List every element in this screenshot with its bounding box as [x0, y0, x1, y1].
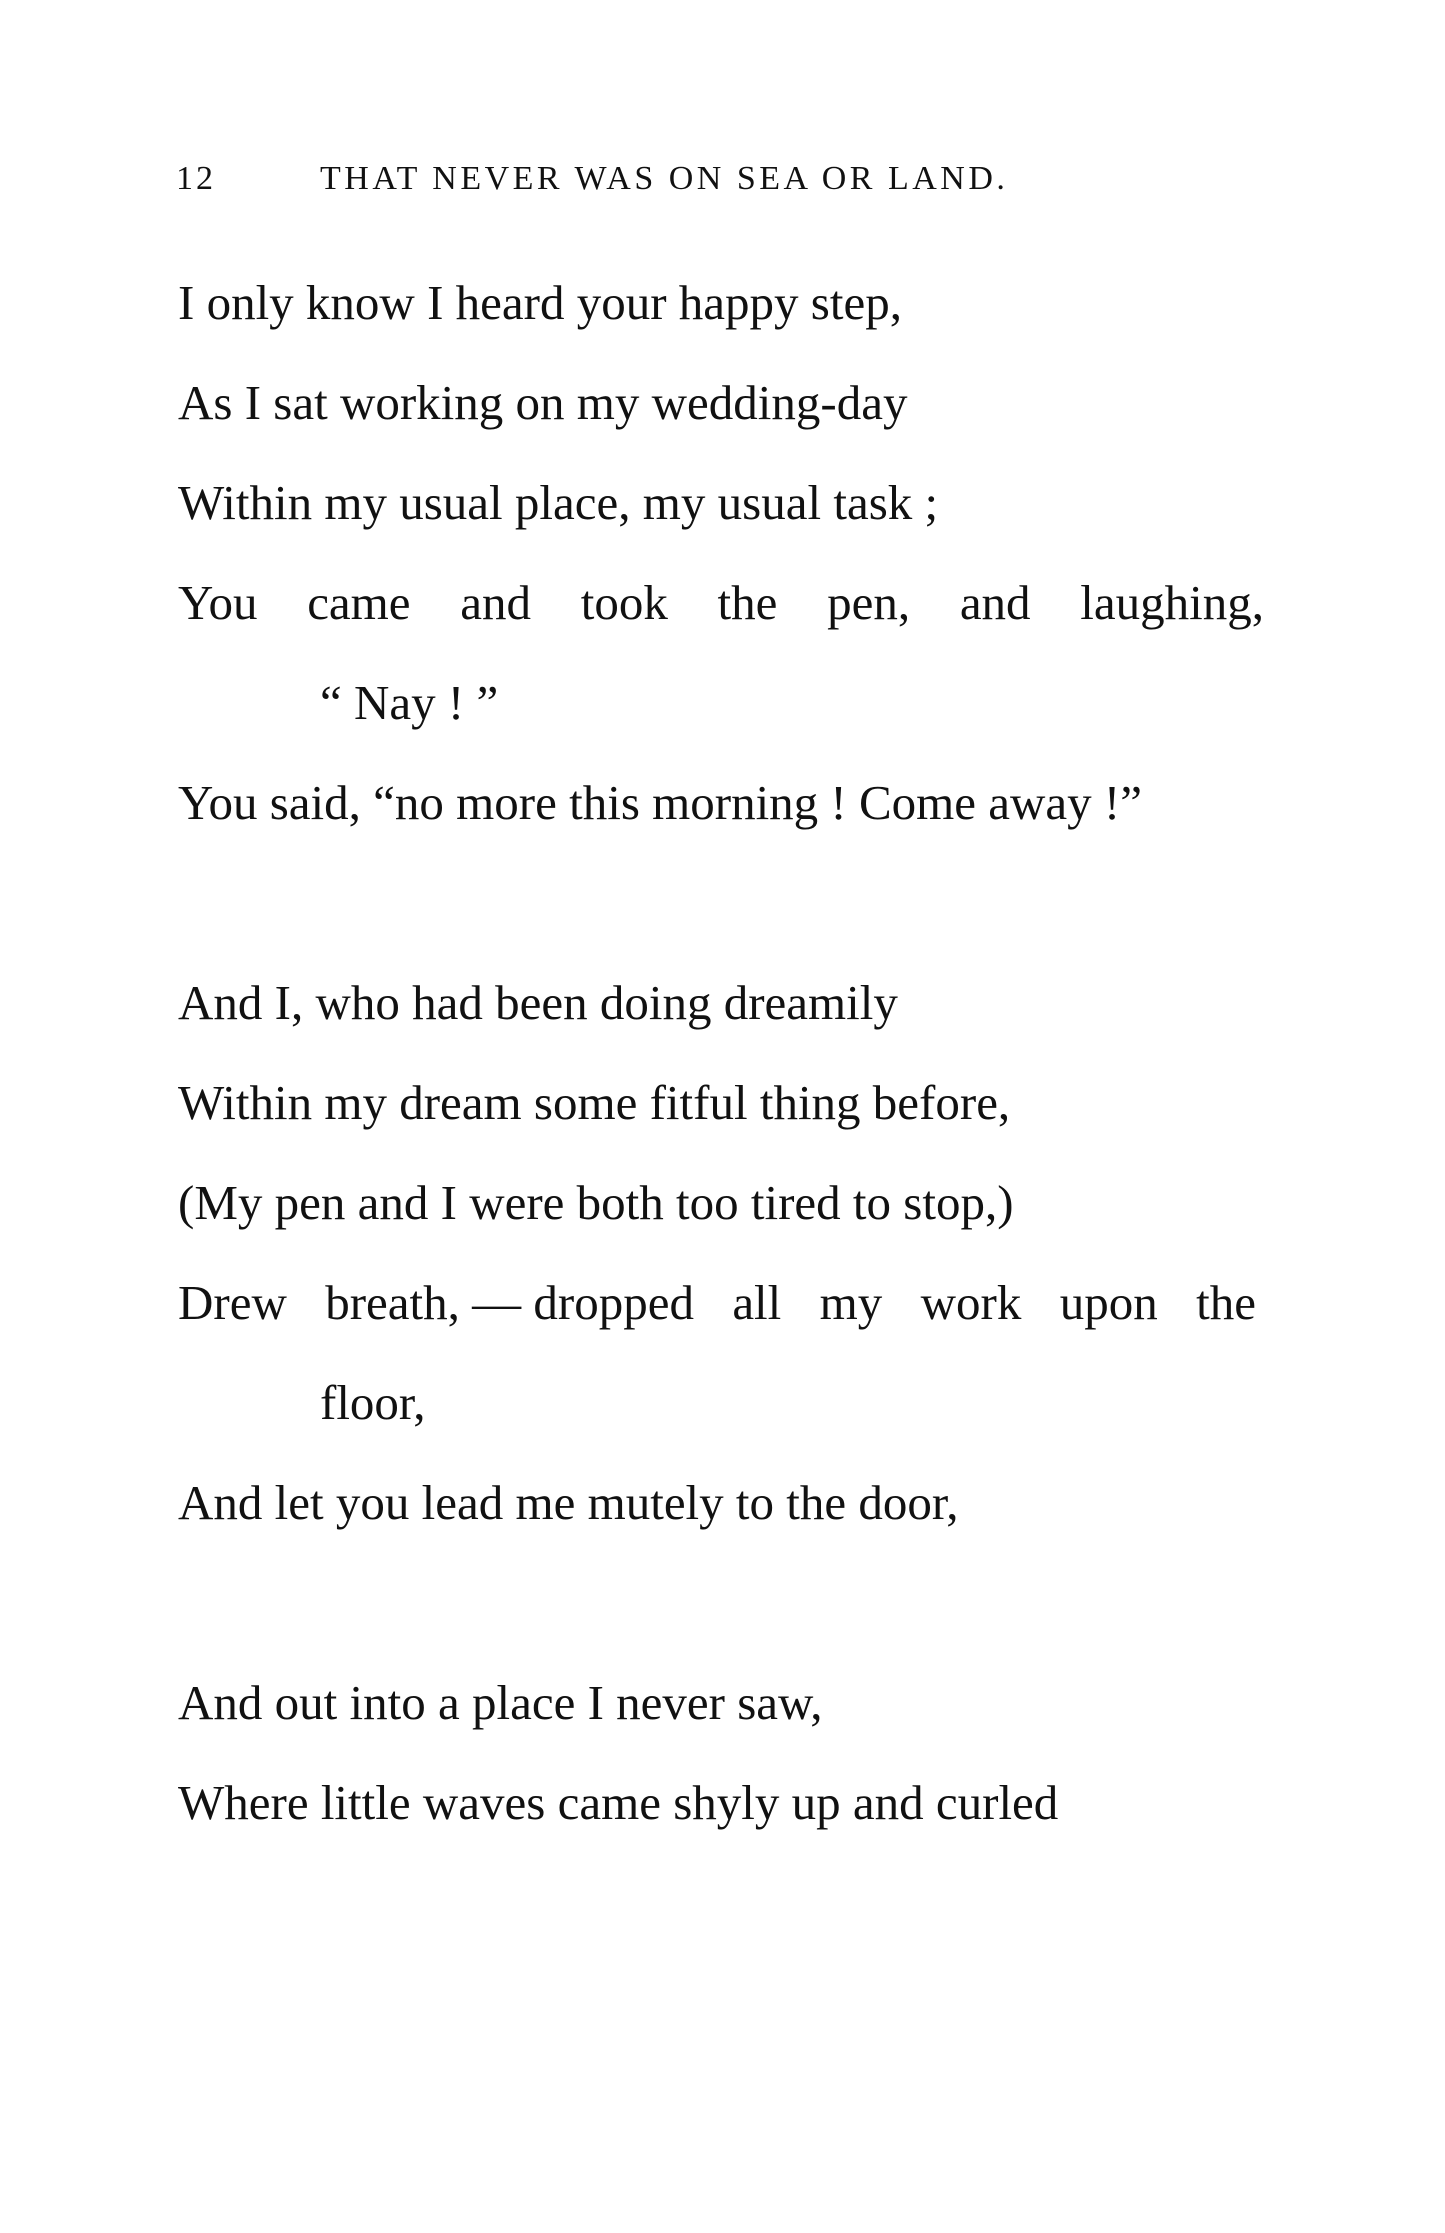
poem-word: You: [178, 575, 258, 630]
page-number: 12: [176, 160, 216, 197]
poem-word: Drew: [178, 1275, 287, 1330]
poem-word: laughing,: [1080, 575, 1264, 630]
poem-line: Within my usual place, my usual task ;: [178, 475, 939, 530]
poem-word: the: [1196, 1275, 1256, 1330]
poem-word: breath, — dropped: [325, 1275, 694, 1330]
poem-word: came: [307, 575, 411, 630]
poem-word: upon: [1059, 1275, 1158, 1330]
poem-line: And let you lead me mutely to the door,: [178, 1475, 959, 1530]
running-head: [176, 160, 1008, 200]
poem-line: And out into a place I never saw,: [178, 1675, 823, 1730]
poem-line: And I, who had been doing dreamily: [178, 975, 898, 1030]
poem-line: Within my dream some fitful thing before,: [178, 1075, 1011, 1130]
poem-line-turnover: “ Nay ! ”: [320, 675, 499, 730]
poem-line: As I sat working on my wedding-day: [178, 375, 908, 430]
poem-line-justified: [178, 1273, 1256, 1333]
poem-line-turnover: floor,: [320, 1375, 426, 1430]
poem-word: my: [819, 1275, 883, 1330]
poem-word: all: [732, 1275, 782, 1330]
poem-word: work: [920, 1275, 1022, 1330]
running-title: THAT NEVER WAS ON SEA OR LAND.: [320, 160, 1009, 197]
poem-line: You said, “no more this morning ! Come away !”: [178, 775, 1142, 830]
poem-word: took: [580, 575, 668, 630]
poem-word: and: [460, 575, 531, 630]
poem-line: I only know I heard your happy step,: [178, 275, 902, 330]
poem-word: and: [959, 575, 1031, 630]
poem-word: the: [717, 575, 778, 630]
poem-line: (My pen and I were both too tired to stop,): [178, 1175, 1014, 1230]
poem-line: Where little waves came shyly up and curled: [178, 1775, 1059, 1830]
poem-line-justified: [178, 573, 1264, 633]
poem-word: pen,: [827, 575, 911, 630]
